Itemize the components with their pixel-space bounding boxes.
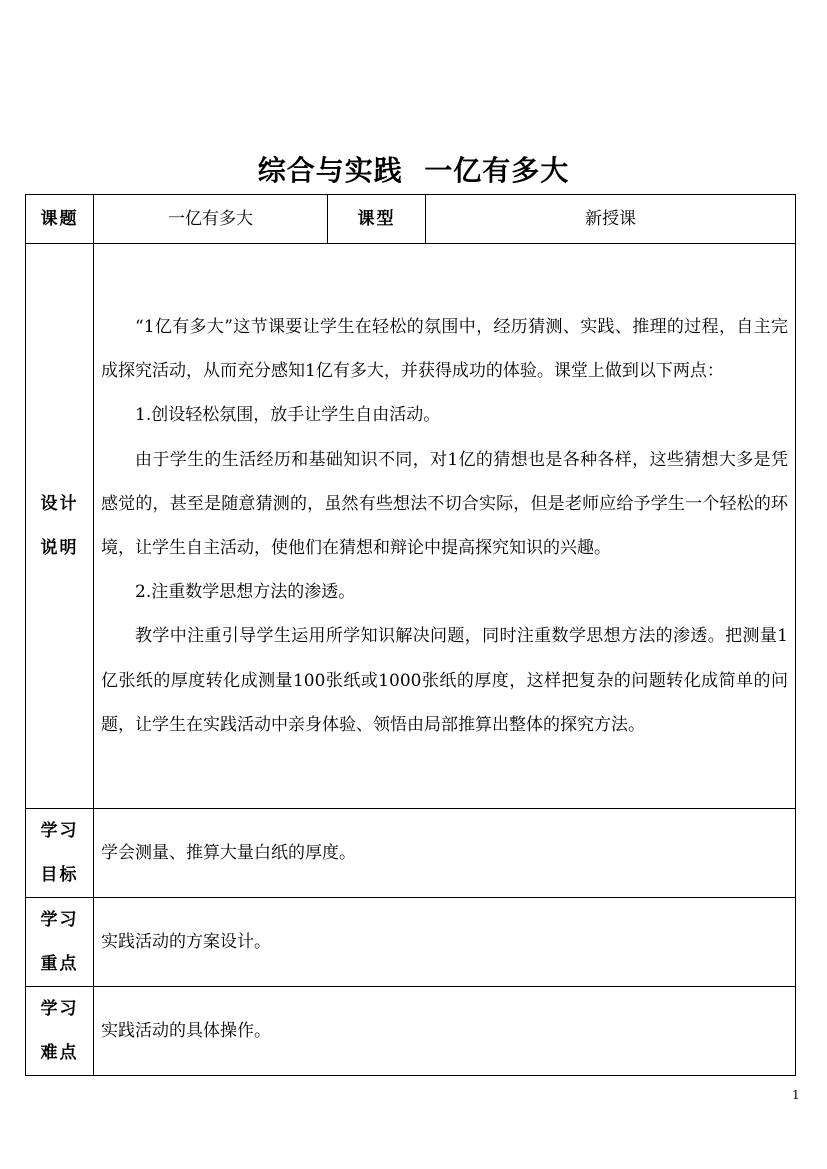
objectives-text: 学会测量、推算大量白纸的厚度。	[94, 809, 796, 898]
design-label-line2: 说明	[40, 538, 79, 558]
key-points-label	[26, 898, 94, 987]
difficulties-text: 实践活动的具体操作。	[94, 987, 796, 1076]
difficulties-label-line2: 难点	[40, 1043, 79, 1063]
type-label: 课型	[328, 195, 426, 244]
design-label	[26, 244, 94, 809]
design-paragraph-2: 1.创设轻松氛围，放手让学生自由活动。	[135, 405, 441, 426]
document-title: 综合与实践 一亿有多大	[257, 154, 570, 187]
key-points-row	[26, 898, 796, 987]
header-row	[26, 195, 796, 244]
lesson-plan-table	[25, 194, 796, 1076]
design-label-line1: 设计	[40, 494, 79, 514]
design-paragraph-4: 2.注重数学思想方法的渗透。	[135, 582, 356, 603]
type-value: 新授课	[426, 195, 796, 244]
topic-value: 一亿有多大	[94, 195, 328, 244]
design-row	[26, 244, 796, 809]
design-paragraph-5: 教学中注重引导学生运用所学知识解决问题，同时注重数学思想方法的渗透。把测量1亿张纸的厚度转化成测量100张纸或1000张纸的厚度，这样把复杂的问题转化成简单的问题，让学生在实践活动中亲身体验、领悟由局部推算出整体的探究方法。	[101, 626, 788, 735]
objectives-label	[26, 809, 94, 898]
key-points-label-line1: 学习	[40, 910, 79, 930]
difficulties-label	[26, 987, 94, 1076]
key-points-text: 实践活动的方案设计。	[94, 898, 796, 987]
design-paragraph-1: “1亿有多大”这节课要让学生在轻松的氛围中，经历猜测、实践、推理的过程，自主完成探究活动，从而充分感知1亿有多大，并获得成功的体验。课堂上做到以下两点：	[101, 316, 788, 382]
difficulties-label-line1: 学习	[40, 999, 79, 1019]
objectives-row	[26, 809, 796, 898]
key-points-label-line2: 重点	[40, 954, 79, 974]
page-number: 1	[792, 1088, 800, 1102]
design-explanation	[94, 244, 796, 809]
objectives-label-line2: 目标	[40, 865, 79, 885]
objectives-label-line1: 学习	[40, 821, 79, 841]
design-paragraph-3: 由于学生的生活经历和基础知识不同，对1亿的猜想也是各种各样，这些猜想大多是凭感觉的，甚至是随意猜测的，虽然有些想法不切合实际，但是老师应给予学生一个轻松的环境，让学生自主活动，使他们在猜想和辩论中提高探究知识的兴趣。	[101, 449, 788, 558]
topic-label: 课题	[26, 195, 94, 244]
difficulties-row	[26, 987, 796, 1076]
